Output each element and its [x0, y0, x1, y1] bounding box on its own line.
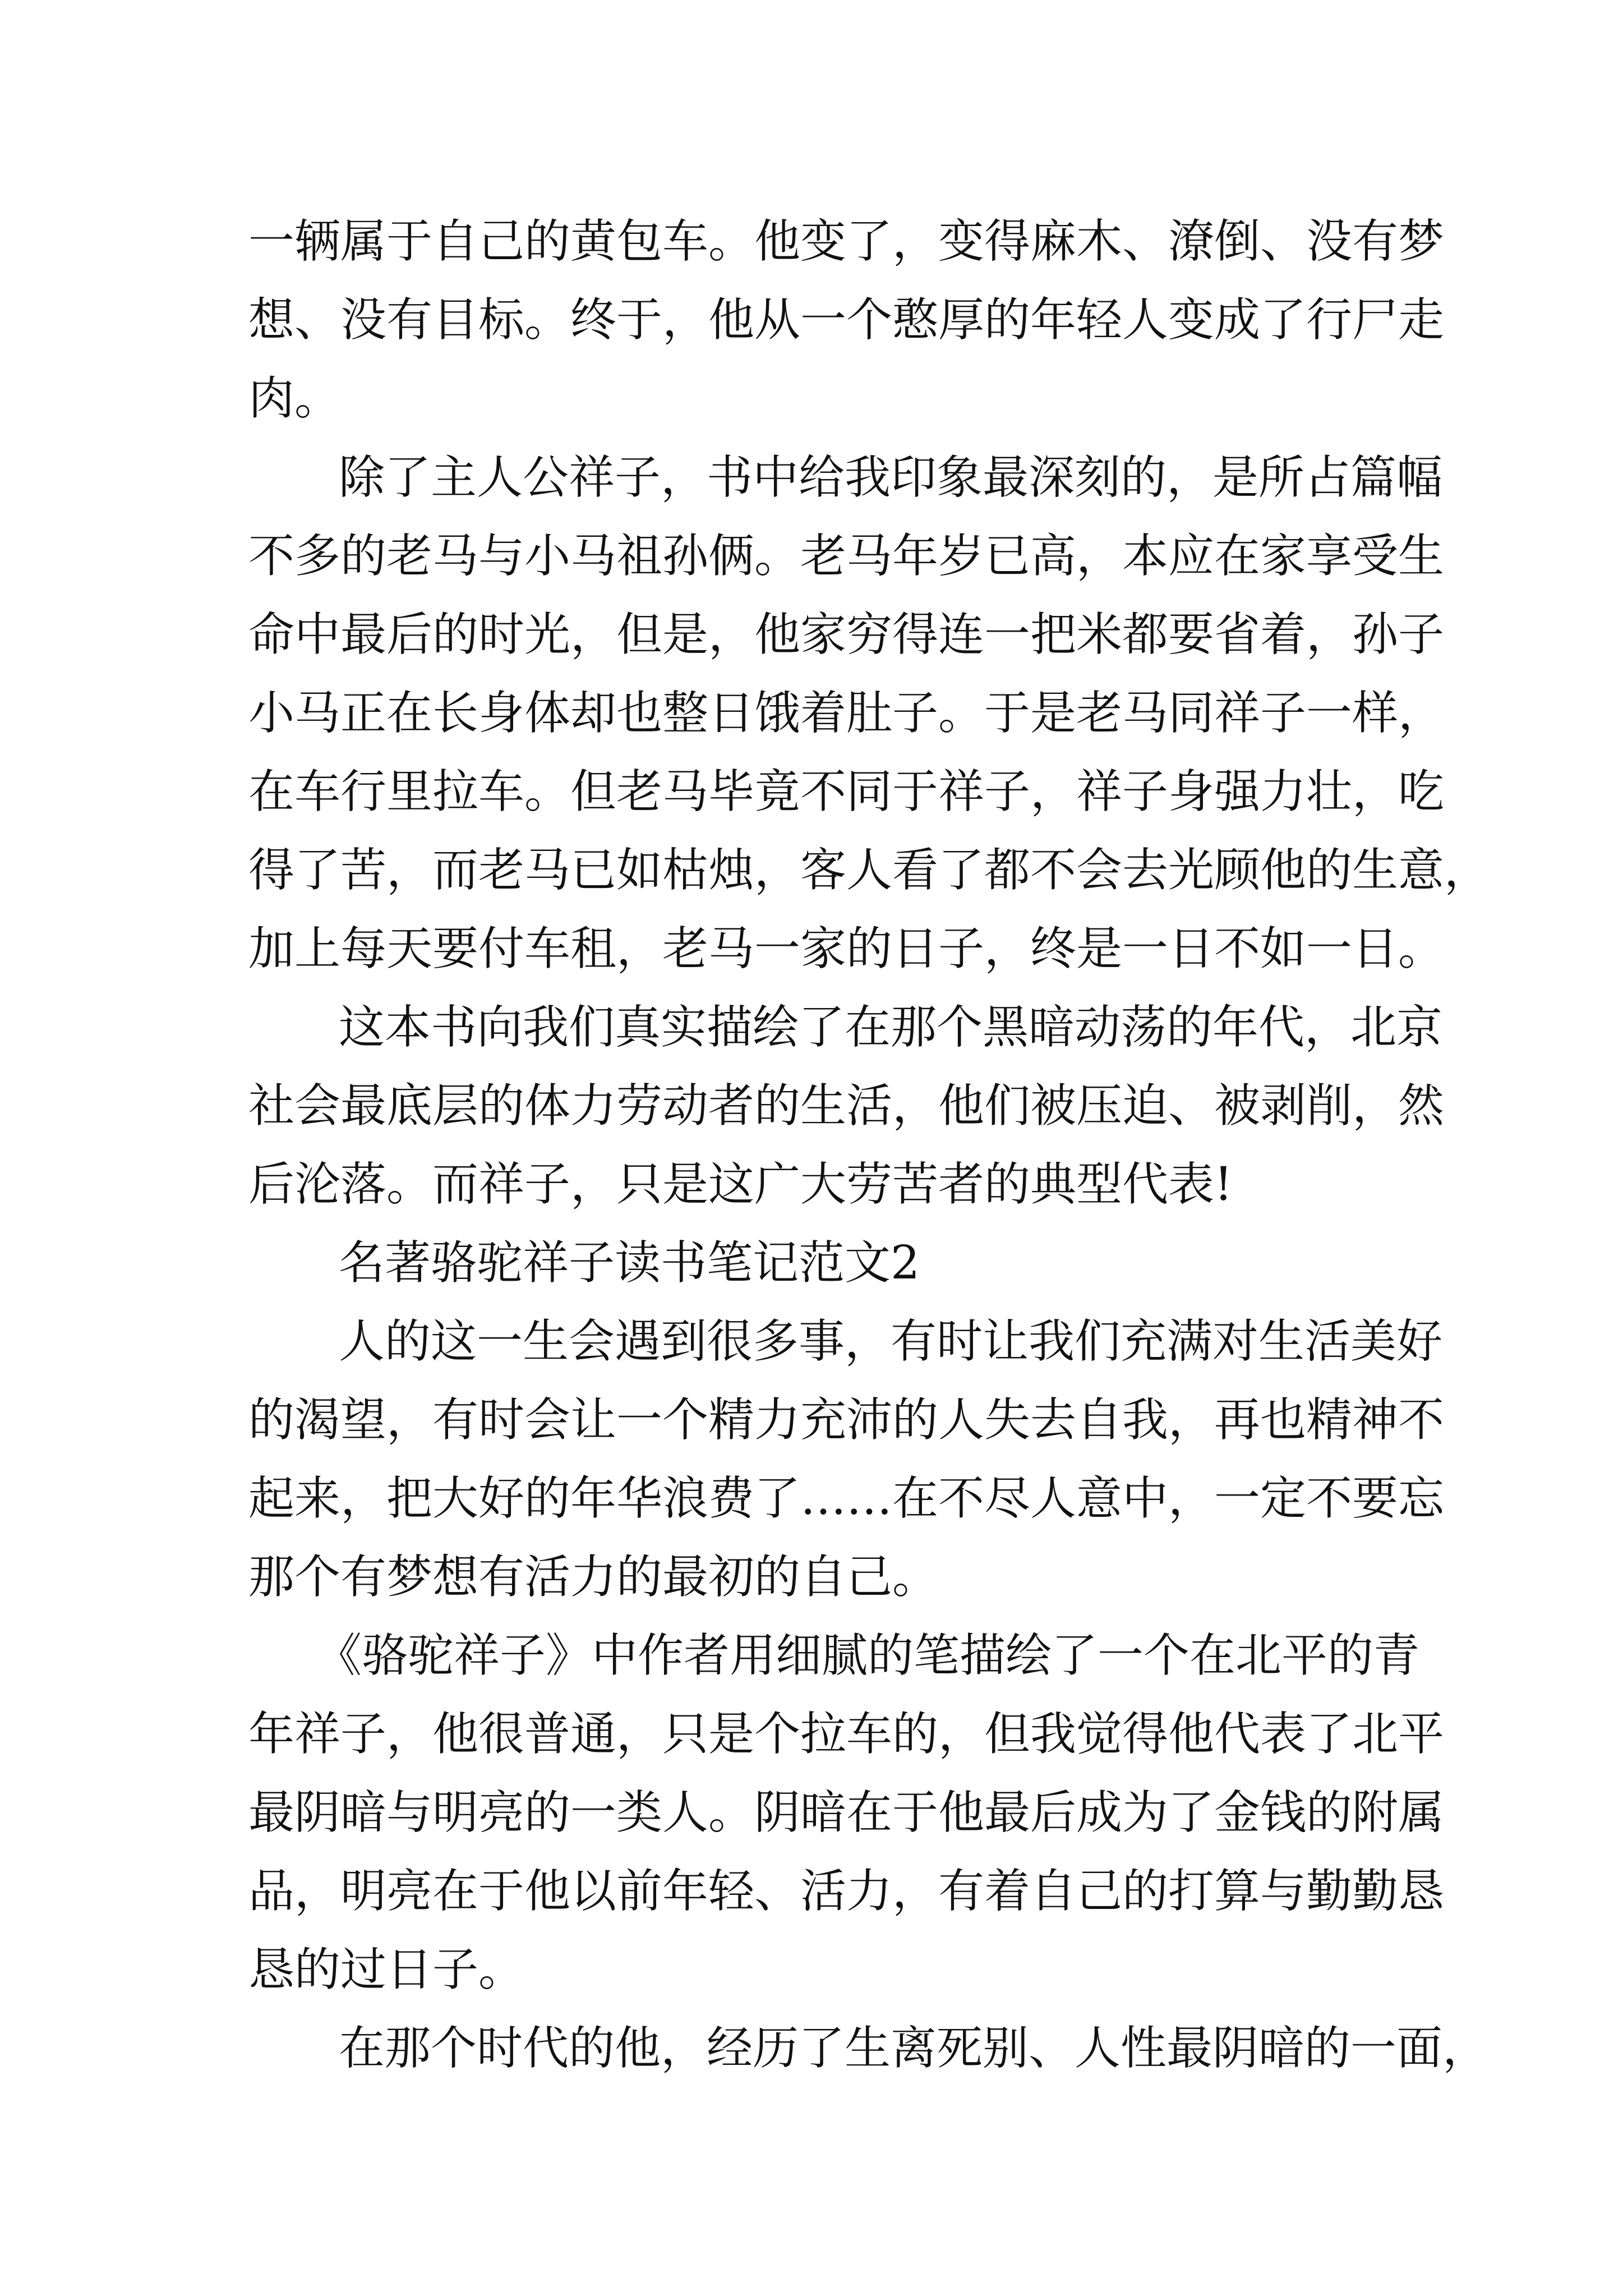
text-line: 小马正在长身体却也整日饿着肚子。于是老马同祥子一样， — [248, 687, 1445, 740]
text-line: 除了主人公祥子，书中给我印象最深刻的，是所占篇幅 — [339, 451, 1443, 504]
text-line: 得了苦，而老马已如枯烛，客人看了都不会去光顾他的生意， — [248, 844, 1491, 897]
text-line: 那个有梦想有活力的最初的自己。 — [248, 1550, 939, 1604]
text-line: 的渴望，有时会让一个精力充沛的人失去自我，再也精神不 — [248, 1393, 1445, 1447]
text-line: 后沦落。而祥子，只是这广大劳苦者的典型代表! — [248, 1158, 1233, 1211]
text-line: 不多的老马与小马祖孙俩。老马年岁已高，本应在家享受生 — [248, 530, 1445, 583]
text-line: 恳的过日子。 — [248, 1943, 525, 1996]
text-line: 品，明亮在于他以前年轻、活力，有着自己的打算与勤勤恳 — [248, 1865, 1445, 1918]
text-line: 想、没有目标。终于，他从一个憨厚的年轻人变成了行尸走 — [248, 293, 1445, 347]
text-line: 一辆属于自己的黄包车。他变了，变得麻木、潦倒、没有梦 — [248, 215, 1445, 268]
text-line: 在那个时代的他，经历了生离死别、人性最阴暗的一面， — [339, 2022, 1489, 2075]
text-line: 人的这一生会遇到很多事，有时让我们充满对生活美好 — [339, 1315, 1443, 1368]
text-line: 《骆驼祥子》中作者用细腻的笔描绘了一个在北平的青 — [316, 1629, 1420, 1682]
text-line: 年祥子，他很普通，只是个拉车的，但我觉得他代表了北平 — [248, 1708, 1445, 1761]
text-line: 起来，把大好的年华浪费了……在不尽人意中，一定不要忘 — [248, 1472, 1445, 1525]
text-line: 命中最后的时光，但是，他家穷得连一把米都要省着，孙子 — [248, 608, 1445, 661]
text-line: 在车行里拉车。但老马毕竟不同于祥子，祥子身强力壮，吃 — [248, 765, 1445, 818]
text-line: 肉。 — [248, 372, 341, 425]
text-line: 这本书向我们真实描绘了在那个黑暗动荡的年代，北京 — [339, 1001, 1443, 1054]
section-heading: 名著骆驼祥子读书笔记范文2 — [339, 1236, 920, 1290]
text-line: 加上每天要付车租，老马一家的日子，终是一日不如一日。 — [248, 922, 1445, 976]
text-line: 最阴暗与明亮的一类人。阴暗在于他最后成为了金钱的附属 — [248, 1786, 1445, 1839]
text-line: 社会最底层的体力劳动者的生活，他们被压迫、被剥削，然 — [248, 1079, 1445, 1133]
